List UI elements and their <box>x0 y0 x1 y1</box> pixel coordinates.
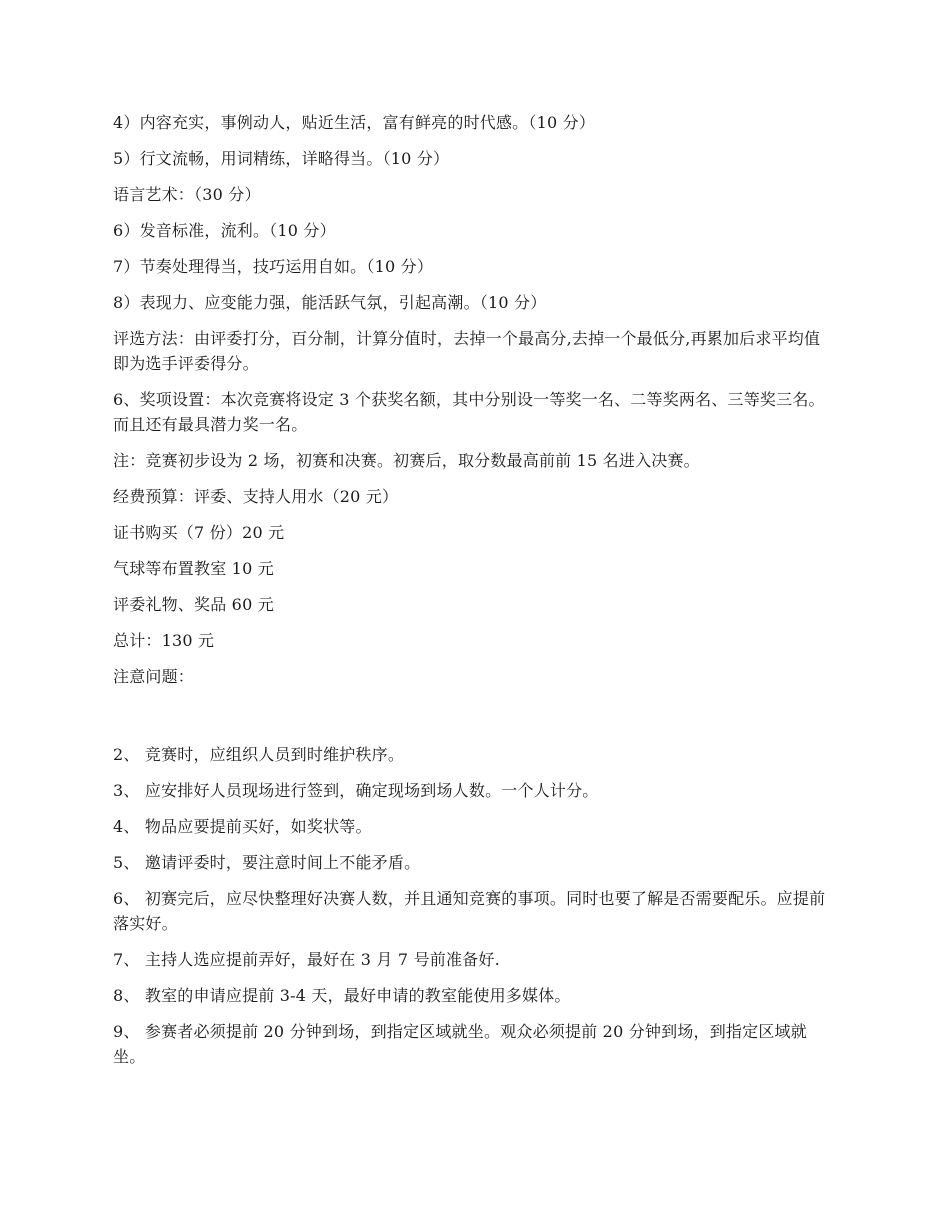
notes-heading: 注意问题： <box>113 667 195 686</box>
language-art-heading: 语言艺术：（30 分） <box>113 185 261 204</box>
budget-line-water: 经费预算：评委、支持人用水（20 元） <box>113 487 399 506</box>
criterion-5: 5）行文流畅，用词精练，详略得当。（10 分） <box>113 149 450 168</box>
award-settings: 6、奖项设置：本次竞赛将设定 3 个获奖名额，其中分别设一等奖一名、二等奖两名、三等奖三名。而且还有最具潜力奖一名。 <box>113 390 825 434</box>
scoring-method: 评选方法：由评委打分，百分制，计算分值时，去掉一个最高分,去掉一个最低分,再累加后求平均值即为选手评委得分。 <box>113 329 821 373</box>
budget-line-certificates: 证书购买（7 份）20 元 <box>113 523 285 542</box>
criterion-6: 6）发音标准，流利。（10 分） <box>113 221 336 240</box>
criterion-8: 8）表现力、应变能力强，能活跃气氛，引起高潮。（10 分） <box>113 293 547 312</box>
note-item-3: 3、 应安排好人员现场进行签到，确定现场到场人数。一个人计分。 <box>113 781 599 800</box>
note-item-5: 5、 邀请评委时，要注意时间上不能矛盾。 <box>113 853 421 872</box>
blank-spacer <box>113 700 835 742</box>
document-body <box>113 110 835 1080</box>
budget-line-balloons: 气球等布置教室 10 元 <box>113 559 274 578</box>
note-item-4: 4、 物品应要提前买好，如奖状等。 <box>113 817 372 836</box>
competition-note: 注：竞赛初步设为 2 场，初赛和决赛。初赛后，取分数最高前前 15 名进入决赛。 <box>113 451 700 470</box>
note-item-8: 8、 教室的申请应提前 3-4 天，最好申请的教室能使用多媒体。 <box>113 986 571 1005</box>
note-item-6: 6、 初赛完后，应尽快整理好决赛人数，并且通知竞赛的事项。同时也要了解是否需要配乐。应提前落实好。 <box>113 889 826 933</box>
criterion-4: 4）内容充实，事例动人，贴近生活，富有鲜亮的时代感。（10 分） <box>113 113 596 132</box>
criterion-7: 7）节奏处理得当，技巧运用自如。（10 分） <box>113 257 434 276</box>
note-item-2: 2、 竞赛时，应组织人员到时维护秩序。 <box>113 745 405 764</box>
budget-total: 总计：130 元 <box>113 631 215 650</box>
note-item-7: 7、 主持人选应提前弄好，最好在 3 月 7 号前准备好. <box>113 950 500 969</box>
budget-line-gifts: 评委礼物、奖品 60 元 <box>113 595 274 614</box>
note-item-9: 9、 参赛者必须提前 20 分钟到场，到指定区域就坐。观众必须提前 20 分钟到场，到指定区域就坐。 <box>113 1022 807 1066</box>
